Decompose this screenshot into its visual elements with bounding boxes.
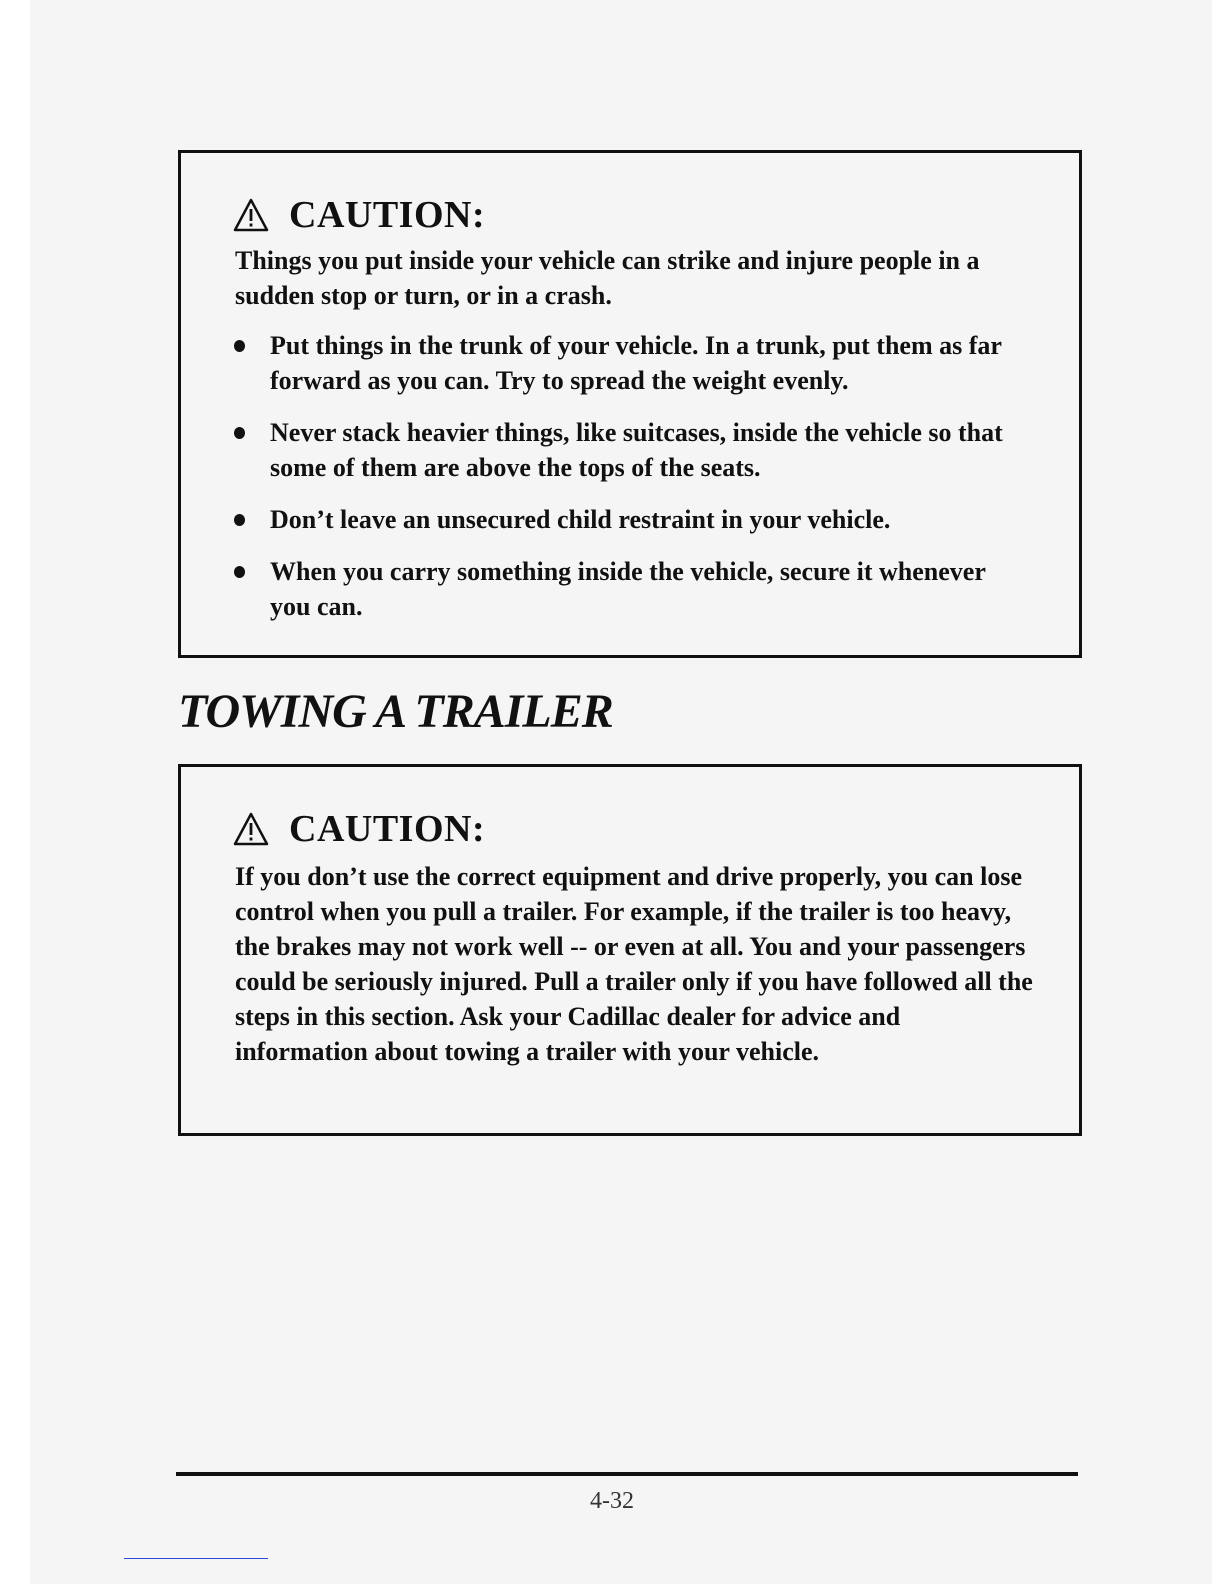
bullet-dot-icon (234, 514, 245, 526)
page-number: 4-32 (590, 1488, 634, 1514)
caution-label: CAUTION: (289, 808, 486, 850)
caution-label: CAUTION: (289, 194, 486, 236)
bullet-dot-icon (234, 566, 245, 578)
caution-intro-text: Things you put inside your vehicle can strike and injure people in a sudden stop or turn, or in a crash. (235, 246, 980, 310)
caution-heading (233, 807, 485, 851)
caution-heading (233, 193, 485, 237)
corner-underline (124, 1558, 268, 1559)
bullet-text: When you carry something inside the vehicle, secure it whenever you can. (270, 557, 986, 621)
footer-rule (176, 1472, 1078, 1476)
caution-bullet-list (232, 328, 1032, 641)
bullet-item (232, 554, 1032, 624)
bullet-item (232, 415, 1032, 485)
warning-triangle-icon (233, 198, 269, 232)
bullet-dot-icon (234, 427, 245, 439)
bullet-text: Don’t leave an unsecured child restraint in your vehicle. (270, 505, 891, 534)
bullet-text: Put things in the trunk of your vehicle. In a trunk, put them as far forward as you can. Try to spread the weight evenly. (270, 331, 1002, 395)
bullet-text: Never stack heavier things, like suitcases, inside the vehicle so that some of them are above the tops of the seats. (270, 418, 1003, 482)
bullet-dot-icon (234, 340, 245, 352)
section-title: TOWING A TRAILER (178, 685, 613, 738)
bullet-item (232, 502, 1032, 537)
bullet-item (232, 328, 1032, 398)
caution-box-towing (178, 764, 1082, 1136)
warning-triangle-icon (233, 812, 269, 846)
caution-towing-text: If you don’t use the correct equipment and drive properly, you can lose control when you pull a trailer. For example, if the trailer is too heavy, the brakes may not work well -- or even at all. You and your passengers could be seriously injured. Pull a trailer only if you have followed all the steps in this section. Ask your Cadillac dealer for advice and information about towing a trailer with your vehicle. (235, 862, 1033, 1066)
